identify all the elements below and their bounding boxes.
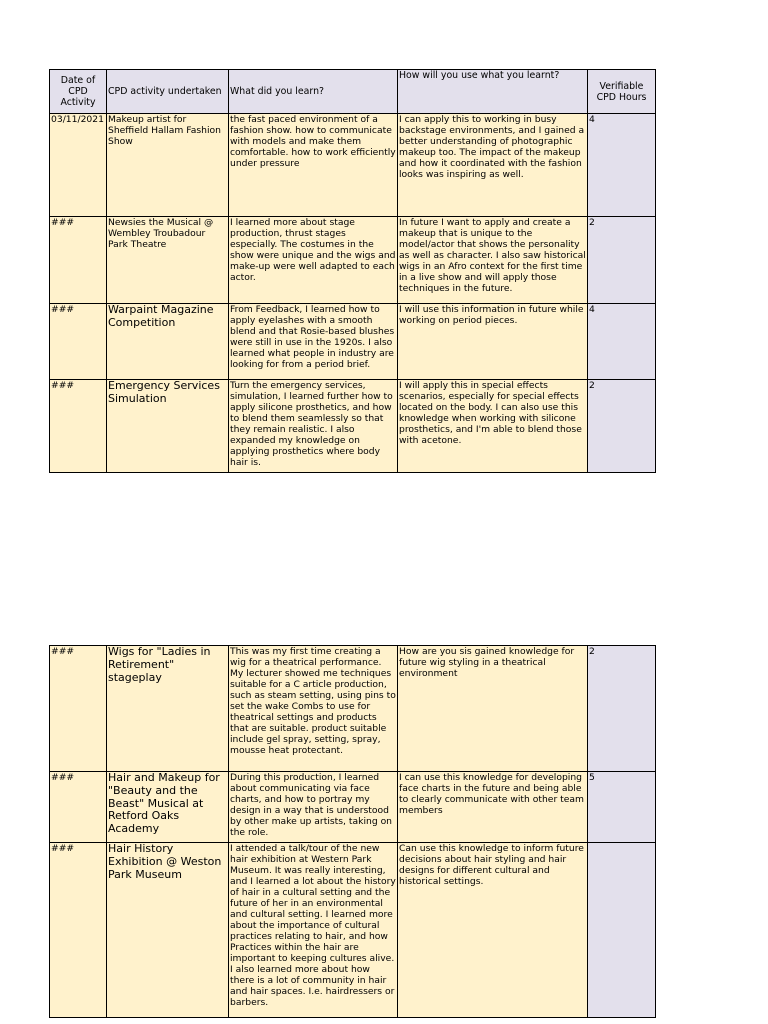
cell-use: In future I want to apply and create a makeup that is unique to the model/actor that shows the personality as well as character. I also saw historical wigs in an Afro context for the first time in a live show and will apply those techniques in the future. bbox=[398, 217, 588, 304]
cell-learn: Turn the emergency services, simulation, I learned further how to apply silicone prosthetics, and how to blend them seamlessly so that they remain realistic. I also expanded my knowledge on applying prosthetics where body hair is. bbox=[229, 380, 398, 473]
cell-learn: This was my first time creating a wig for a theatrical performance. My lecturer showed me techniques suitable for a C article production, such as steam setting, using pins to set the wake Combs to use for theatrical settings and products that are suitable. product suitable include gel spray, setting, spray, mousse heat protectant. bbox=[229, 646, 398, 772]
cell-date: ### bbox=[50, 843, 107, 1018]
cell-activity: Makeup artist for Sheffield Hallam Fashion Show bbox=[107, 114, 229, 217]
cell-learn: the fast paced environment of a fashion show. how to communicate with models and make them comfortable. how to work efficiently under pressure bbox=[229, 114, 398, 217]
header-date: Date of CPD Activity bbox=[50, 70, 107, 114]
table-row bbox=[50, 114, 656, 217]
cell-hours bbox=[588, 843, 656, 1018]
cell-date: ### bbox=[50, 380, 107, 473]
table-row bbox=[50, 772, 656, 843]
cell-date: ### bbox=[50, 772, 107, 843]
cell-activity: Hair and Makeup for "Beauty and the Beast" Musical at Retford Oaks Academy bbox=[107, 772, 229, 843]
cell-activity: Hair History Exhibition @ Weston Park Museum bbox=[107, 843, 229, 1018]
cell-date: ### bbox=[50, 646, 107, 772]
cell-activity: Newsies the Musical @ Wembley Troubadour Park Theatre bbox=[107, 217, 229, 304]
cell-learn: I learned more about stage production, thrust stages especially. The costumes in the show were unique and the wigs and make-up were well adapted to each actor. bbox=[229, 217, 398, 304]
table-row bbox=[50, 217, 656, 304]
table-row bbox=[50, 304, 656, 380]
cell-date: ### bbox=[50, 304, 107, 380]
header-use: How will you use what you learnt? bbox=[398, 70, 588, 114]
header-activity: CPD activity undertaken bbox=[107, 70, 229, 114]
cpd-table-2 bbox=[49, 645, 656, 1018]
table-row bbox=[50, 380, 656, 473]
cell-activity: Emergency Services Simulation bbox=[107, 380, 229, 473]
cell-use: I can use this knowledge for developing face charts in the future and being able to clearly communicate with other team members bbox=[398, 772, 588, 843]
cell-hours: 2 bbox=[588, 217, 656, 304]
cell-use: I can apply this to working in busy backstage environments, and I gained a better understanding of photographic makeup too. The impact of the makeup and how it coordinated with the fashion looks was inspiring as well. bbox=[398, 114, 588, 217]
cell-hours: 4 bbox=[588, 114, 656, 217]
cell-use: How are you sis gained knowledge for future wig styling in a theatrical environment bbox=[398, 646, 588, 772]
cell-hours: 4 bbox=[588, 304, 656, 380]
cell-learn: During this production, I learned about communicating via face charts, and how to portray my design in a way that is understood by other make up artists, taking on the role. bbox=[229, 772, 398, 843]
cell-activity: Wigs for "Ladies in Retirement" stageplay bbox=[107, 646, 229, 772]
table-row bbox=[50, 646, 656, 772]
cell-learn: I attended a talk/tour of the new hair exhibition at Western Park Museum. It was really interesting, and I learned a lot about the history of hair in a cultural setting and the future of her in an environmental and cultural setting. I learned more about the importance of cultural practices relating to hair, and how Practices within the hair are important to keeping cultures alive. I also learned more about how there is a lot of community in hair and hair spaces. I.e. hairdressers or barbers. bbox=[229, 843, 398, 1018]
cell-use: I will use this information in future while working on period pieces. bbox=[398, 304, 588, 380]
cell-use: I will apply this in special effects scenarios, especially for special effects located on the body. I can also use this knowledge when working with silicone prosthetics, and I'm able to blend those with acetone. bbox=[398, 380, 588, 473]
header-row bbox=[50, 70, 656, 114]
cell-use: Can use this knowledge to inform future decisions about hair styling and hair designs for different cultural and historical settings. bbox=[398, 843, 588, 1018]
cell-hours: 2 bbox=[588, 646, 656, 772]
cell-learn: From Feedback, I learned how to apply eyelashes with a smooth blend and that Rosie-based blushes were still in use in the 1920s. I also learned what people in industry are looking for from a period brief. bbox=[229, 304, 398, 380]
header-learn: What did you learn? bbox=[229, 70, 398, 114]
table-row bbox=[50, 843, 656, 1018]
cpd-table-1 bbox=[49, 69, 656, 473]
cell-date: ### bbox=[50, 217, 107, 304]
cell-hours: 5 bbox=[588, 772, 656, 843]
cell-activity: Warpaint Magazine Competition bbox=[107, 304, 229, 380]
cell-hours: 2 bbox=[588, 380, 656, 473]
header-hours: Verifiable CPD Hours bbox=[588, 70, 656, 114]
cell-date: 03/11/2021 bbox=[50, 114, 107, 217]
